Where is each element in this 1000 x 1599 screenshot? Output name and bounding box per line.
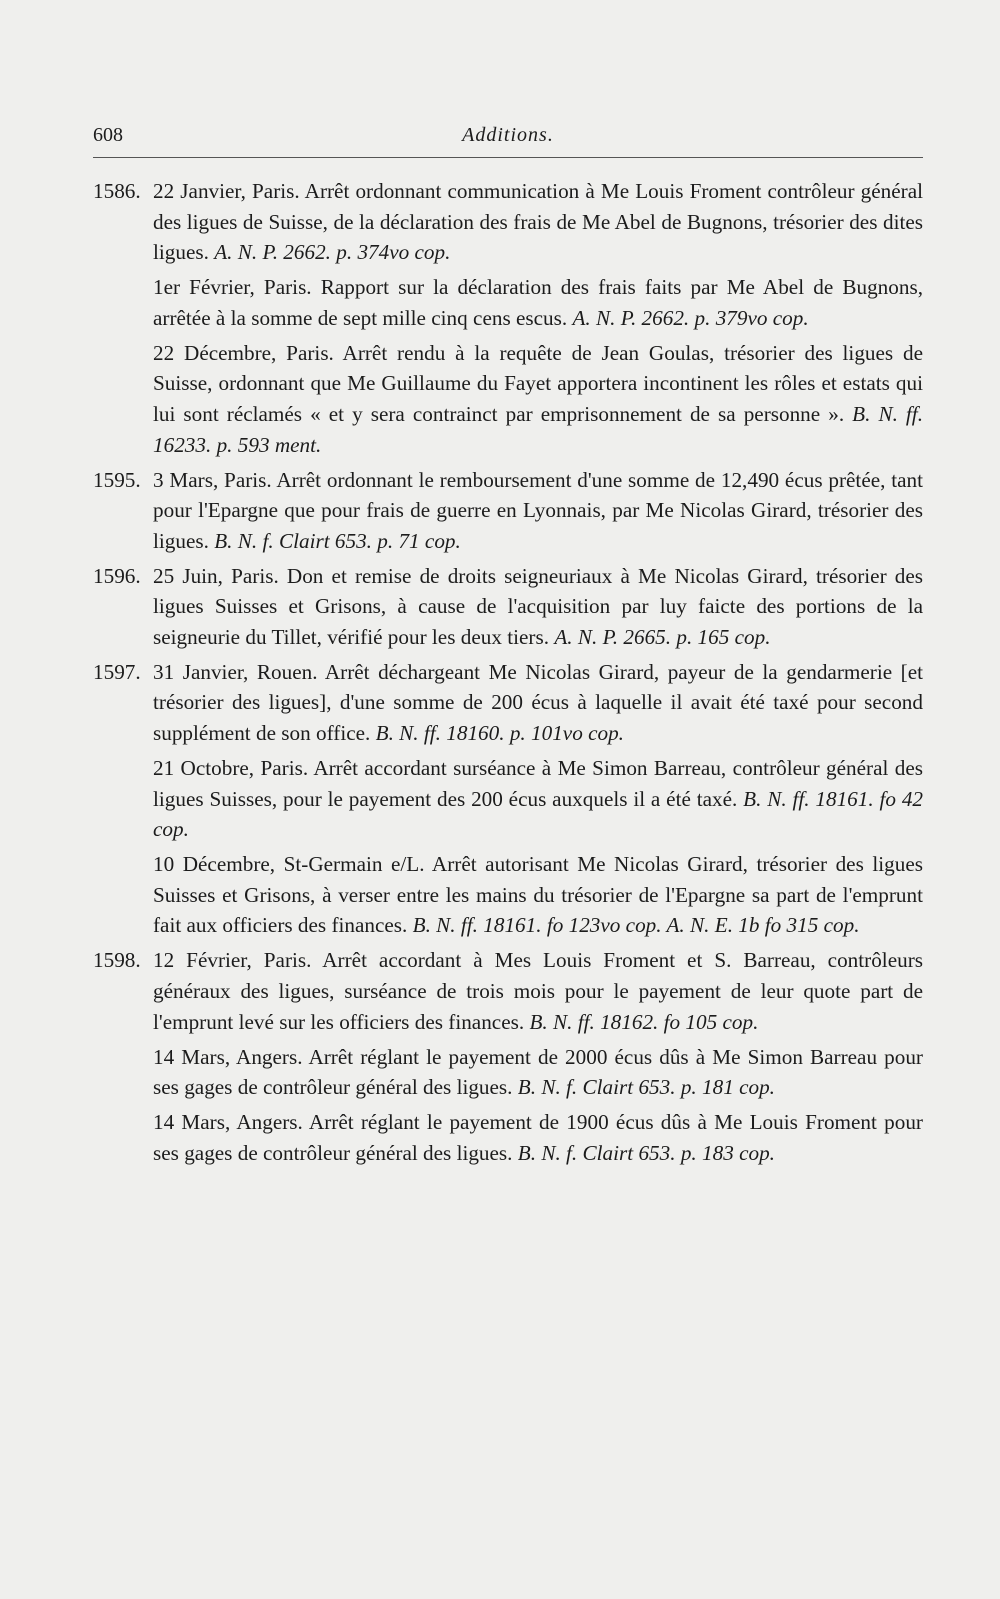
entry-text: Arrêt ordonnant communication à Me Louis Froment contrôleur général des ligues de Suisse, de la déclaration des frais de Me Abel de Bugnons, trésorier des dites ligues. (153, 179, 923, 265)
entry-date: 31 Janvier, Rouen. (153, 659, 318, 684)
entry-paragraph (153, 176, 923, 268)
header-rule (93, 157, 923, 158)
entry-reference: A. N. P. 2665. p. 165 cop. (554, 624, 771, 649)
year-entry (93, 561, 923, 653)
entry-text: Arrêt autorisant Me Nicolas Girard, trésorier des ligues Suisses et Grisons, à verser entre les mains du trésorier de l'Epargne sa part de l'emprunt fait aux officiers des finances. (153, 852, 923, 938)
entry-paragraph (153, 945, 923, 1037)
entry-year: 1596. (93, 563, 141, 588)
year-entry (93, 657, 923, 749)
entry-year: 1586. (93, 179, 141, 203)
entry-date: 22 Décembre, Paris. (153, 340, 334, 365)
year-entry (93, 465, 923, 557)
sub-entry (153, 753, 923, 845)
entry-paragraph (153, 657, 923, 749)
entry-text: Arrêt accordant à Mes Louis Froment et S. Barreau, contrôleurs généraux des ligues, surséance de trois mois pour le payement de leur quote part de l'emprunt levé sur les officiers des finances. (153, 948, 923, 1034)
entry-year: 1595. (93, 467, 141, 492)
entry-reference: A. N. P. 2662. p. 374vo cop. (214, 240, 451, 265)
entry-text: Arrêt ordonnant le remboursement d'une somme de 12,490 écus prêtée, tant pour l'Epargne que pour frais de guerre en Lyonnais, par Me Nicolas Girard, trésorier des ligues. (153, 467, 923, 553)
entry-text: Arrêt accordant surséance à Me Simon Barreau, contrôleur général des ligues Suisses, pour le payement des 200 écus auxquels il a été taxé. (153, 756, 923, 811)
entry-paragraph (153, 465, 923, 557)
entry-reference: B. N. ff. 16233. p. 593 ment. (153, 401, 923, 457)
entry-text: Arrêt rendu à la requête de Jean Goulas, trésorier des ligues de Suisse, ordonnant que Me Guillaume du Fayet apportera incontinent les rôles et estats qui lui sont réclamés « et y sera contrainct par emprisonnement de sa personne ». (153, 340, 923, 426)
entry-reference: B. N. f. Clairt 653. p. 181 cop. (517, 1075, 775, 1100)
page-body (93, 176, 923, 1173)
sub-entry (153, 1042, 923, 1103)
entry-year: 1598. (93, 948, 141, 973)
entry-reference: B. N. f. Clairt 653. p. 71 cop. (214, 528, 461, 553)
entry-reference: B. N. ff. 18161. fo 123vo cop. A. N. E. 1b fo 315 cop. (412, 913, 860, 938)
entry-date: 25 Juin, Paris. (153, 563, 279, 588)
entry-paragraph (153, 561, 923, 653)
entry-text: Rapport sur la déclaration des frais faits par Me Abel de Bugnons, arrêtée à la somme de sept mille cinq cens escus. (153, 275, 923, 330)
entry-date: 1er Février, Paris. (153, 275, 312, 300)
entry-date: 10 Décembre, St-Germain e/L. (153, 852, 425, 877)
running-title: Additions. (462, 124, 554, 146)
entry-date: 12 Février, Paris. (153, 948, 312, 973)
entry-text: Arrêt déchargeant Me Nicolas Girard, payeur de la gendarmerie [et trésorier des ligues], d'une somme de 200 écus à laquelle il avait été taxé pour second supplément de son office. (153, 659, 923, 746)
entry-date: 22 Janvier, Paris. (153, 179, 300, 203)
entry-reference: B. N. f. Clairt 653. p. 183 cop. (517, 1140, 775, 1165)
sub-entry (153, 338, 923, 460)
entry-reference: B. N. ff. 18162. fo 105 cop. (529, 1009, 759, 1034)
page-header (93, 124, 923, 154)
entry-text: Don et remise de droits seigneuriaux à Me Nicolas Girard, trésorier des ligues Suisses et Grisons, à cause de l'acquisition par luy faicte des portions de la seigneurie du Tillet, vérifié pour les deux tiers. (153, 563, 924, 649)
entry-text: Arrêt réglant le payement de 1900 écus dûs à Me Louis Froment pour ses gages de contrôleur général des ligues. (153, 1110, 923, 1165)
sub-entry (153, 1107, 923, 1168)
entry-date: 3 Mars, Paris. (153, 467, 272, 492)
year-entry (93, 176, 923, 268)
entry-reference: B. N. ff. 18160. p. 101vo cop. (375, 721, 624, 746)
entry-reference: A. N. P. 2662. p. 379vo cop. (572, 305, 809, 330)
year-entry (93, 945, 923, 1037)
entry-date: 14 Mars, Angers. (153, 1110, 303, 1135)
sub-entry (153, 849, 923, 941)
entry-date: 21 Octobre, Paris. (153, 756, 309, 781)
entry-date: 14 Mars, Angers. (153, 1044, 303, 1069)
sub-entry (153, 272, 923, 333)
entry-text: Arrêt réglant le payement de 2000 écus dûs à Me Simon Barreau pour ses gages de contrôleur général des ligues. (153, 1044, 923, 1100)
page-number: 608 (93, 124, 123, 146)
entry-reference: B. N. ff. 18161. fo 42 cop. (153, 786, 924, 842)
entry-year: 1597. (93, 659, 141, 684)
